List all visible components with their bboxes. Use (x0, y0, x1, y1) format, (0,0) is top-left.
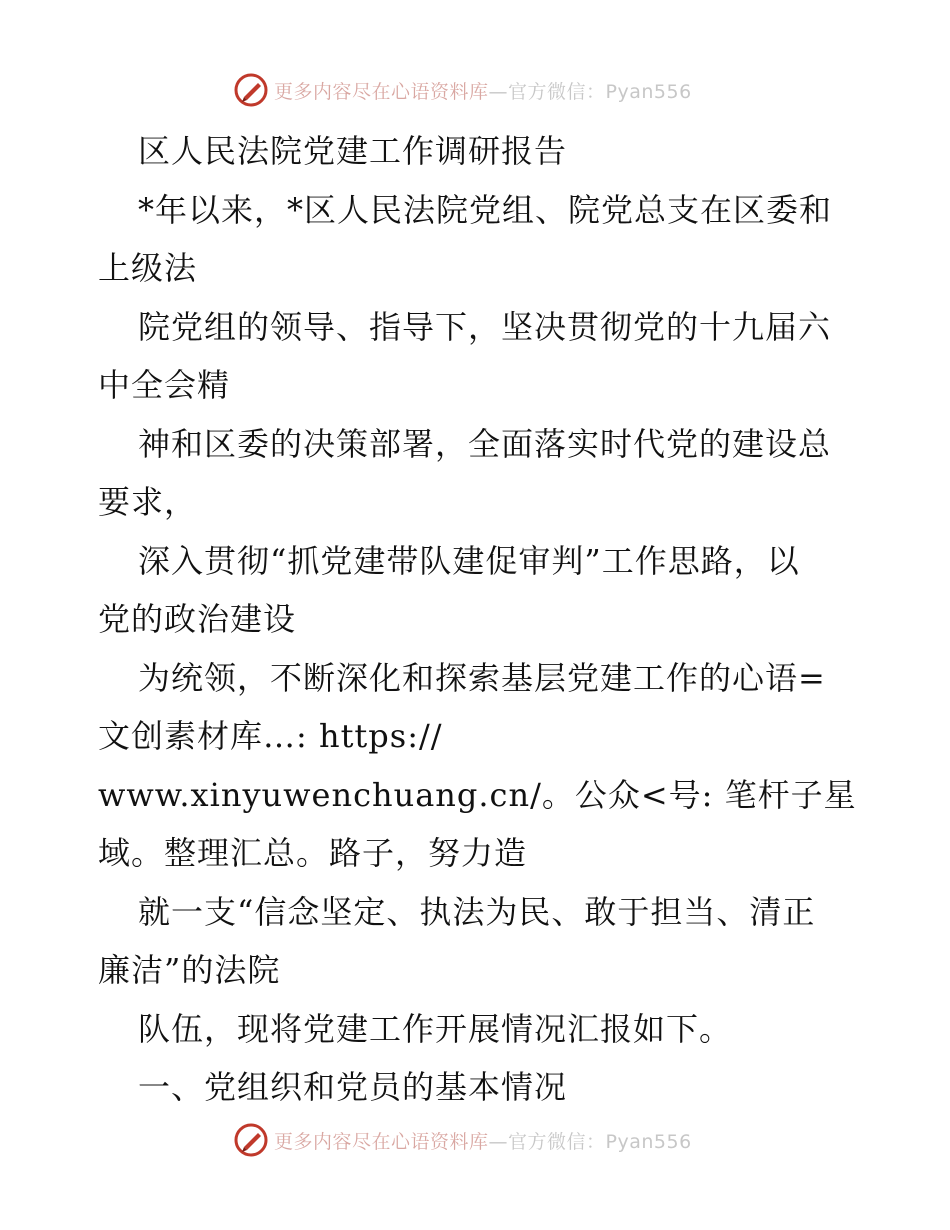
banner-text: 更多内容尽在心语资料库 (274, 1130, 489, 1153)
footer-watermark-banner (232, 1120, 692, 1160)
banner-wechat: —官方微信：Pyan556 (488, 1130, 692, 1153)
paragraph-line: 上级法 (98, 249, 198, 287)
paragraph-line: 廉洁”的法院 (98, 951, 281, 989)
paragraph-line: 就一支“信念坚定、执法为民、敢于担当、清正 (138, 892, 816, 931)
paragraph-line: 神和区委的决策部署，全面落实时代党的建设总 (138, 424, 832, 463)
paragraph-line: 党的政治建设 (98, 600, 297, 638)
paragraph-line: 为统领，不断深化和探索基层党建工作的心语= (138, 658, 826, 697)
banner-wechat: —官方微信：Pyan556 (488, 80, 692, 103)
section-heading: 一、党组织和党员的基本情况 (138, 1068, 568, 1106)
paragraph-line: 文创素材库…: https:// (98, 717, 443, 755)
pen-logo-icon (232, 71, 270, 109)
paragraph-line: 深入贯彻“抓党建带队建促审判”工作思路，以 (138, 541, 800, 580)
banner-text: 更多内容尽在心语资料库 (274, 80, 489, 103)
header-watermark-banner (232, 70, 692, 110)
paragraph-line: 队伍，现将党建工作开展情况汇报如下。 (138, 1009, 733, 1048)
paragraph-line: www.xinyuwenchuang.cn/。公众<号: 笔杆子星 (98, 775, 857, 814)
pen-logo-icon (232, 1121, 270, 1159)
document-body (98, 122, 858, 1117)
document-title: 区人民法院党建工作调研报告 (138, 132, 568, 170)
paragraph-line: *年以来，*区人民法院党组、院党总支在区委和 (138, 190, 833, 229)
paragraph-line: 要求， (98, 483, 198, 521)
paragraph-line: 中全会精 (98, 366, 231, 404)
paragraph-line: 院党组的领导、指导下，坚决贯彻党的十九届六 (138, 307, 832, 346)
paragraph-line: 域。整理汇总。路子，努力造 (98, 834, 528, 872)
